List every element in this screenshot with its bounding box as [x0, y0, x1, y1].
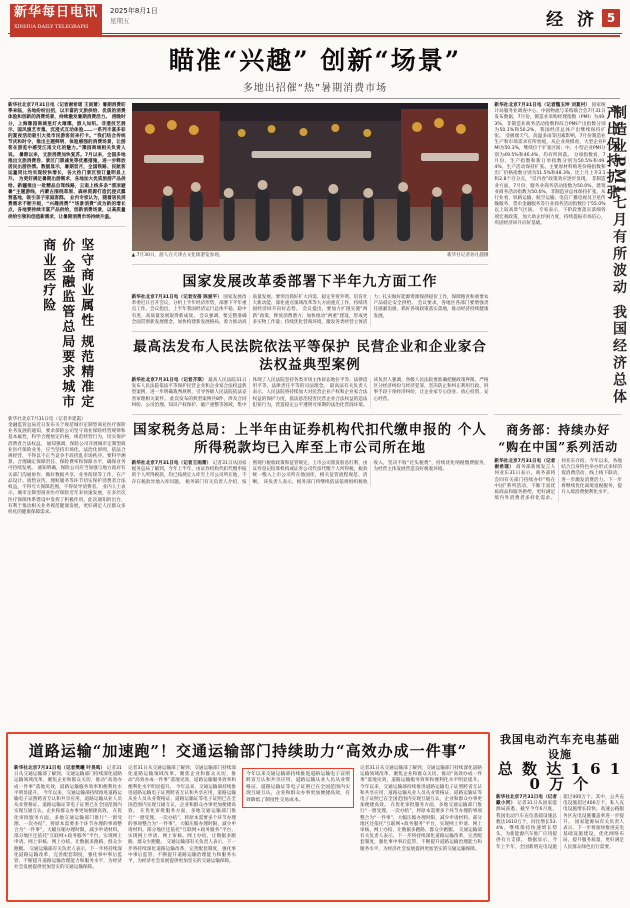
- divider: [494, 414, 622, 415]
- col3-article-body: [494, 459, 622, 502]
- bottom-right-dateline: 新华社北京7月31日电（记者戴小河）: [496, 795, 557, 807]
- lead-headline: 瞄准“兴趣” 创新“场景”: [168, 46, 462, 75]
- article-dateline-3: 新华社北京7月31日电（记者王雨萧）: [131, 461, 212, 467]
- column-right: [494, 103, 627, 763]
- featured-dateline: 新华社北京7月31日电（记者樊曦 叶昊鸣）: [14, 766, 106, 771]
- col3-top-body: [494, 103, 605, 409]
- article-body-2: [132, 378, 489, 409]
- masthead-date: [110, 4, 158, 26]
- lead-dateline: 新华社北京7月31日电（记者谢希瑶 王雨萧）暑期消费旺季来临，各地纷纷出招，以丰富的文旅供给、优质的消费体验和创新的消费场景，持续激发暑期消费活力。 傍晚时分，上海豫园商城里灯火璀璨，游人如织。非遗技艺展示、国风演艺市集、沉浸式互动体验……一系列丰富多彩的夏夜活动吸引大批市民游客前来打卡。“我们结合传统节庆和时令，推出主题鲜明、体验感强的消费场景，让游客在游览中感受江南文化的魅力。”豫园商城相关负责人说。 暑期以来，文旅消费加快复苏。7月以来，全国多地推出文旅消费券、景区门票减免等优惠措施，进一步释放居民出游热情。数据显示，暑期首月，全国铁路、民航客运量同比均实现较快增长，各大热门景区预订量明显上升。 为更好满足暑期出游需求，各地加大优质旅游产品供给。新疆推出一批精品自驾线路，云南上线多条“清凉避暑”主题游线，内蒙古围绕草原、森林资源打造沉浸式露营基地，吸引亲子家庭客群。 业内专家认为，随着居民消费需求不断升级，“兴趣消费”“场景消费”成为新的增长点，各地要持续丰富产品供给，创新消费场景，以高质量供给引领和创造新需求，让暑期消费市场持续升温。: [8, 103, 126, 220]
- col3-top-wrap: [494, 103, 627, 409]
- logo-title: 新华每日电讯: [14, 5, 99, 20]
- lead-subhead: 多地出招催“热”暑期消费市场: [242, 83, 388, 94]
- article-body-1: [132, 295, 489, 326]
- photo-caption-credit: 新华社记者孙凡越摄: [447, 253, 489, 258]
- featured-col-2: [128, 766, 236, 871]
- col3-article-title: 商务部：持续办好 “购在中国”系列活动: [498, 423, 619, 454]
- photo-caption-left: ▲ 7月30日，游人在天津古文化街游览参观。: [131, 253, 224, 258]
- featured-text-tail: 记者31日从交通运输部了解到，交通运输部门持续深化道路运输领域改革，聚焦企业和群众关切，推动“高效办成一件事”落地见效，道路运输服务效率和便利化水平明显提升。 今年以来，交通运输部持续推进道路运输电子证照跨省互认和共享应用，道路运输从业人员从业资格证、道路运输证等电子证照已在全国范围内实现互通互认，企业和群众办事更加便捷高效。 在优化审批服务方面，多地交通运输部门推行“一窗受理、一次办结”，将原本需要多个环节办理的事项整合为“一件事”，大幅压缩办理时限，减少申请材料。部分地区还依托“互联网+政务服务”平台，实现网上申请、网上审核、网上办结，让数据多跑路、群众少跑腿。 交通运输部有关负责人表示，下一步将持续深化道路运输改革，完善配套制度，强化事中事后监管，不断提升道路运输治理能力和服务水平，为经济社会发展提供更加坚实的交通运输保障。: [360, 766, 482, 852]
- article-text-3: 记者31日从国家税务总局了解到，今年上半年，由证券机构代扣代缴申报的个人所得税款，均已按规定入库至上市公司所在地，不存在税款异地入库问题。 税务部门有关负责人介绍，按照现行税收政策和征管规定，上市公司派发股息红利，由证券登记结算机构或证券公司代扣代缴个人所得税，税款统一缴入上市公司所在地国库，相关征管流程规范、清晰。 该负责人表示，税务部门将继续依法依规组织税收收入，坚决不收“过头税费”，持续优化纳税缴费服务，为经营主体发展营造良好税收环境。: [131, 461, 489, 485]
- divider: [132, 414, 489, 415]
- bottom-right-title: [496, 732, 624, 792]
- page-number-badge: 5: [602, 9, 620, 27]
- col1-vertical-headline: 坚守商业属性 规范精准定价 金融监管总局要求城市商业医疗险: [40, 237, 94, 410]
- featured-text-cont: 记者31日从交通运输部了解到，交通运输部门持续深化道路运输领域改革，聚焦企业和群众关切，推动“高效办成一件事”落地见效，道路运输服务效率和便利化水平明显提升。 今年以来，交通运输部持续推进道路运输电子证照跨省互认和共享应用，道路运输从业人员从业资格证、道路运输证等电子证照已在全国范围内实现互通互认，企业和群众办事更加便捷高效。 在优化审批服务方面，多地交通运输部门推行“一窗受理、一次办结”，将原本需要多个环节办理的事项整合为“一件事”，大幅压缩办理时限，减少申请材料。部分地区还依托“互联网+政务服务”平台，实现网上申请、网上审核、网上办结，让数据多跑路、群众少跑腿。 交通运输部有关负责人表示，下一步将持续深化道路运输改革，完善配套制度，强化事中事后监管，不断提升道路运输治理能力和服务水平，为经济社会发展提供更加坚实的交通运输保障。: [128, 766, 236, 865]
- col3-article-dateline: 新华社北京7月31日电（记者谢希瑶）: [494, 459, 556, 471]
- column-center: [132, 103, 489, 763]
- divider: [132, 331, 489, 332]
- bottom-right-body: [496, 795, 624, 851]
- photo-illustration: [132, 103, 489, 251]
- col3-vertical-headline: 制造业PMI七月有所波动 我国经济总体产出保持扩张: [604, 105, 627, 405]
- col1-body: 金融监管总局近日发布关于规范城市定制型商业医疗保险业务发展的通知，要求保险公司坚守商业保险经营规律和基本属性，科学合理厘定价格，规范经营行为，切实保护消费者合法权益。 通知强调，保险公司开展城市定制型商业医疗保险业务，应当坚持市场化、法治化原则，依法合规经营，不得以不正当竞争手段扰乱市场秩序。要科学测算，合理确定保障责任、保险费率和保障水平，确保业务可持续发展。 通知明确，保险公司应当加强与地方政府有关部门沟通协作，做好数据共享、业务衔接等工作，在产品设计、销售宣传、理赔服务等环节切实保护消费者合法权益，不得夸大保障范围，不得误导消费者。 业内人士表示，城市定制型商业医疗保险近年来快速发展，在多层次医疗保障体系建设中发挥了积极作用。此次通知的出台，有利于推动相关业务规范健康发展，更好满足人民群众多样化的健康保障需求。: [8, 423, 126, 515]
- article-body-3: [132, 461, 489, 486]
- col3-dateline: 新华社北京7月31日电（记者魏玉坤 刘夏村）: [494, 103, 591, 108]
- featured-highlight: 今年以来交通运输部持续推进道路运输电子证照跨省互认和共享应用，道路运输从业人员从业资格证、道路运输证等电子证照已在全国范围内实现互通互认，企业和群众办事更加便捷高效，有效降低了制度性交易成本。: [242, 768, 354, 808]
- divider: [8, 226, 126, 227]
- logo-subtitle: XINHUA DAILY TELEGRAPH: [14, 24, 89, 30]
- section-title: 经 济: [546, 10, 598, 30]
- newspaper-logo: [10, 4, 102, 36]
- vertical-headline-wrap: [8, 232, 126, 417]
- bottom-right-text: 记者31日从国家能源局获悉，截至今年6月底，我国电动汽车充电基础设施总数达1610万个，同比增长53.4%，继续保持快速增长势头，为新能源汽车推广应用提供有力支撑。 数据显示，今年上半年，全国新增充电设施超过400万个。其中，公共充电设施超过400万个，私人充电设施增长较快。高速公路服务区充电设施覆盖率进一步提升。 国家能源局有关负责人表示，下一步将加快推进充电基础设施建设，优化网络布局，提升服务质量，更好满足人民群众绿色出行需要。: [496, 795, 624, 850]
- lead-article-body: [8, 103, 126, 221]
- article-text-2: 最高人民法院31日发布人民法院依法平等保护民营企业和企业家合法权益典型案例，进一步明确裁判规则，引导各级人民法院依法妥善审理相关案件。 此次发布的典型案例共8件，涉及合同纠纷、公司治理、知识产权保护、破产重整等领域，集中体现了人民法院坚持各类市场主体诉讼地位平等、法律适用平等、法律责任平等的司法理念。 最高法有关负责人表示，人民法院将持续加大对民营企业产权和企业家合法权益的保护力度，依法惩治侵害民营企业合法权益的违法犯罪行为，营造稳定公平透明可预期的法治化营商环境。 该负责人强调，各级人民法院要准确把握政策界限，严格区分经济纠纷与经济犯罪，坚决防止和纠正利用行政、刑事手段干预经济纠纷，让企业家专心创业、放心投资、安心经营。: [131, 378, 489, 408]
- divider: [132, 264, 489, 265]
- col1-dateline: 新华社北京7月31日电（记者李延霞）: [8, 416, 86, 422]
- col3-text: 国家统计局服务业调查中心、中国物流与采购联合会7月31日发布数据，7月份，制造业采购经理指数（PMI）为49.3%，非制造业商务活动指数和综合PMI产出指数分别为50.1%和50.2%，我国经济总体产出继续保持扩张。 受极端天气、高温多雨等因素影响，7月份制造业生产和市场需求有所放缓。从企业规模看，大型企业PMI为50.3%，继续位于扩张区间；中、小型企业PMI分别为49.5%和46.4%，均有所回落。 分项指数看，7月份，生产指数和新订单指数分别为50.5%和49.4%，生产活动保持扩张。主要原材料购进价格指数和出厂价格指数分别为51.5%和48.3%，比上月上升3.1和2.8个百分点，“反内卷”政策效应逐步显现。 非制造业方面，7月份，服务业商务活动指数为50.0%，建筑业商务活动指数为50.6%，非制造业总体保持扩张。从行业看，铁路运输、航空运输、电信广播电视及卫星传输服务、货币金融服务等行业商务活动指数位于55.0%以上较高景气区间。 专家表示，下阶段要落实落细各项宏观政策，加大助企纾困力度，持续提振市场信心，巩固经济回升向好基础。: [494, 103, 606, 226]
- lead-photo: [132, 103, 489, 251]
- featured-story-title: 道路运输“加速跑”！交通运输部门持续助力“高效办成一件事”: [28, 742, 468, 760]
- main-columns: [8, 103, 627, 763]
- headline-rule: [10, 98, 620, 99]
- article-title-3: 国家税务总局：上半年由证券机构代扣代缴申报的 个人所得税款均已入库至上市公司所在地: [133, 422, 487, 457]
- article-dateline-2: 新华社北京7月31日电（记者齐琪）: [131, 378, 207, 384]
- featured-col-3: [242, 766, 354, 871]
- featured-story-box: [6, 732, 490, 902]
- article-title-1: 国家发展改革委部署下半年九方面工作: [182, 274, 438, 290]
- featured-col-1: [14, 766, 122, 871]
- featured-col-4: [360, 766, 482, 871]
- featured-text: 记者31日从交通运输部了解到，交通运输部门持续深化道路运输领域改革，聚焦企业和群众关切，推动“高效办成一件事”落地见效，道路运输服务效率和便利化水平明显提升。 今年以来，交通运输部持续推进道路运输电子证照跨省互认和共享应用，道路运输从业人员从业资格证、道路运输证等电子证照已在全国范围内实现互通互认，企业和群众办事更加便捷高效。 在优化审批服务方面，多地交通运输部门推行“一窗受理、一次办结”，将原本需要多个环节办理的事项整合为“一件事”，大幅压缩办理时限，减少申请材料。部分地区还依托“互联网+政务服务”平台，实现网上申请、网上审核、网上办结，让数据多跑路、群众少跑腿。 交通运输部有关负责人表示，下一步将持续深化道路运输改革，完善配套制度，强化事中事后监管，不断提升道路运输治理能力和服务水平，为经济社会发展提供更加坚实的交通运输保障。: [14, 766, 122, 871]
- col3-article-text: 商务部新闻发言人何亚东31日表示，商务部将会同有关部门持续办好“购在中国”系列活动，不断丰富优质商品和服务供给，更好满足境内外消费者多样化需求。 何亚东介绍，今年以来，各地结合自身特色举办形式多样的促消费活动，线上线下联动，进一步激发消费活力。下一步将继续优化离境退税服务，提升入境消费便利化水平。: [494, 459, 622, 502]
- masthead: [8, 0, 622, 34]
- bottom-right-story: [496, 732, 624, 902]
- bottom-right-title-line2: 总 数 达 1 6 1 0 万 个: [497, 760, 623, 793]
- column-left: [8, 103, 126, 763]
- article-text-1: 国家发展改革委近日召开会议，分析上半年经济形势，部署下半年重点工作。会议指出，上半年我国经济运行总体平稳、稳中有进，高质量发展取得新成效。 会议强调，要完整准确全面贯彻新发展理念，加快构建新发展格局，着力推动高质量发展。要突出抓好扩大内需、稳定外贸外资、培育壮大新动能、深化重点领域改革等九方面重点工作，持续巩固经济回升向好态势。 会议提出，要加力扩围实施“两新”政策，释放消费潜力；加快推动“两重”建设，形成更多实物工作量；持续优化营商环境，激发各类经营主体活力；扎实做好能源资源保供稳价工作，保障粮食和重要农产品稳定安全供给。 会议要求，各地区各部门要增强责任感紧迫感，抓好各项政策落实落地，推动经济持续健康发展。: [131, 295, 489, 325]
- date-text: 2025年8月1日: [110, 7, 158, 15]
- article-dateline-1: 新华社北京7月31日电（记者安蓓 陈爱平）: [131, 295, 222, 300]
- article-title-2: 最高法发布人民法院依法平等保护 民营企业和企业家合法权益典型案例: [133, 339, 487, 374]
- featured-story-columns: [14, 766, 482, 871]
- weekday-text: 星期五: [110, 17, 130, 25]
- bottom-right-title-line1: 我国电动汽车充电基础设施: [500, 733, 620, 761]
- photo-caption: [132, 253, 489, 259]
